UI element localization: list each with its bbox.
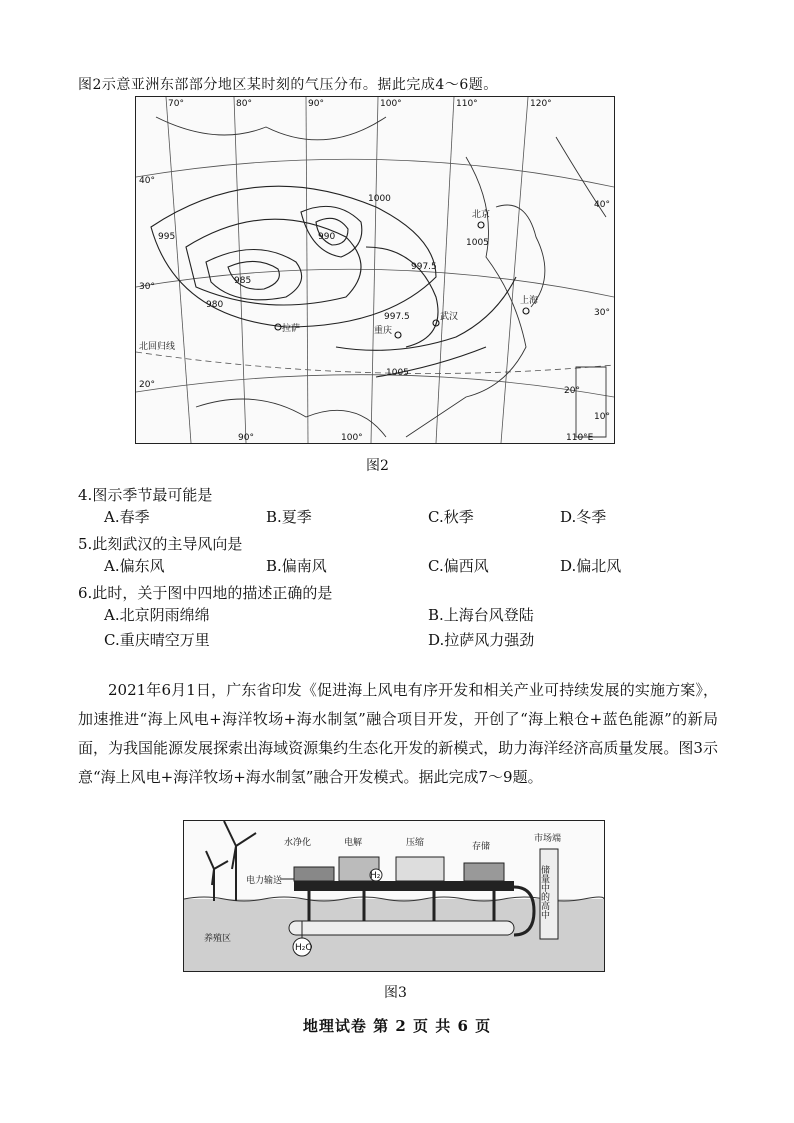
option-a[interactable]: A.北京阴雨绵绵 xyxy=(104,606,210,624)
label-water: 水净化 xyxy=(284,838,312,848)
question-text: 此刻武汉的主导风向是 xyxy=(92,535,243,553)
longitude-label: 100° xyxy=(380,99,402,109)
city-label-lhasa: 拉萨 xyxy=(282,324,301,334)
label-compress: 压缩 xyxy=(406,838,425,848)
offshore-wind-diagram xyxy=(184,821,604,971)
longitude-label: 90° xyxy=(308,99,324,109)
isobar-label: 1005 xyxy=(386,368,409,378)
isobar-label: 985 xyxy=(234,276,252,286)
question-text: 图示季节最可能是 xyxy=(92,486,213,504)
label-market-vertical: 储量中的高中 xyxy=(539,865,549,919)
option-d[interactable]: D.拉萨风力强劲 xyxy=(428,631,535,649)
offshore-wind-figure xyxy=(183,820,605,972)
isobar-label: 997.5 xyxy=(411,262,437,272)
figure2-caption: 图2 xyxy=(366,458,389,474)
pressure-map xyxy=(136,97,614,443)
option-c[interactable]: C.秋季 xyxy=(428,508,474,526)
option-c[interactable]: C.偏西风 xyxy=(428,557,489,575)
isobar-label: 980 xyxy=(206,300,224,310)
option-a[interactable]: A.春季 xyxy=(104,508,150,526)
longitude-label: 70° xyxy=(168,99,184,109)
option-d[interactable]: D.冬季 xyxy=(560,508,607,526)
label-h2: H₂ xyxy=(370,871,381,881)
longitude-label: 110° xyxy=(456,99,478,109)
city-label-shanghai: 上海 xyxy=(520,296,539,306)
longitude-label: 120° xyxy=(530,99,552,109)
longitude-label: 80° xyxy=(236,99,252,109)
longitude-label: 110°E xyxy=(566,433,594,443)
intro-text: 图2示意亚洲东部部分地区某时刻的气压分布。据此完成4～6题。 xyxy=(78,77,498,93)
passage xyxy=(78,676,718,792)
latitude-label: 20° xyxy=(564,386,580,396)
option-d[interactable]: D.偏北风 xyxy=(560,557,622,575)
label-electrolysis: 电解 xyxy=(344,838,363,848)
isobar-label: 995 xyxy=(158,232,176,242)
city-label-beijing: 北京 xyxy=(472,210,491,220)
isobar-label: 990 xyxy=(318,232,336,242)
question-number: 6. xyxy=(78,584,93,602)
longitude-label: 100° xyxy=(341,433,363,443)
question-4 xyxy=(78,484,212,505)
isobar-label: 997.5 xyxy=(384,312,410,322)
tropic-label: 北回归线 xyxy=(139,342,176,352)
longitude-label: 90° xyxy=(238,433,254,443)
latitude-label: 30° xyxy=(139,282,155,292)
figure3-caption: 图3 xyxy=(384,985,407,1001)
question-5 xyxy=(78,533,242,554)
option-b[interactable]: B.夏季 xyxy=(266,508,312,526)
option-b[interactable]: B.上海台风登陆 xyxy=(428,606,534,624)
option-a[interactable]: A.偏东风 xyxy=(104,557,165,575)
label-h2o: H₂O xyxy=(295,943,313,953)
latitude-label: 30° xyxy=(594,308,610,318)
city-label-wuhan: 武汉 xyxy=(440,312,459,322)
label-market: 市场端 xyxy=(534,834,562,844)
latitude-label: 20° xyxy=(139,380,155,390)
option-c[interactable]: C.重庆晴空万里 xyxy=(104,631,210,649)
label-power: 电力输送 xyxy=(246,876,283,886)
page-footer: 地理试卷 第 2 页 共 6 页 xyxy=(302,1017,492,1035)
option-b[interactable]: B.偏南风 xyxy=(266,557,327,575)
city-label-chongqing: 重庆 xyxy=(374,326,393,336)
question-text: 此时，关于图中四地的描述正确的是 xyxy=(92,584,333,602)
latitude-label: 40° xyxy=(594,200,610,210)
latitude-label: 40° xyxy=(139,176,155,186)
question-number: 5. xyxy=(78,535,93,553)
latitude-label: 10° xyxy=(594,412,610,422)
label-ranch: 养殖区 xyxy=(204,934,232,944)
label-storage: 存储 xyxy=(472,842,491,852)
pressure-map-figure xyxy=(135,96,615,444)
question-number: 4. xyxy=(78,486,93,504)
passage-text: 2021年6月1日，广东省印发《促进海上风电有序开发和相关产业可持续发展的实施方案》，加速推进“海上风电+海洋牧场+海水制氢”融合项目开发，开创了“海上粮仓+蓝色能源”的新局面，为我国能源发展探索出海域资源集约生态化开发的新模式，助力海洋经济高质量发展。图3示意“海上风电+海洋牧场+海水制氢”融合开发模式。据此完成7～9题。 xyxy=(78,681,718,786)
question-6 xyxy=(78,582,332,603)
isobar-label: 1005 xyxy=(466,238,489,248)
isobar-label: 1000 xyxy=(368,194,391,204)
